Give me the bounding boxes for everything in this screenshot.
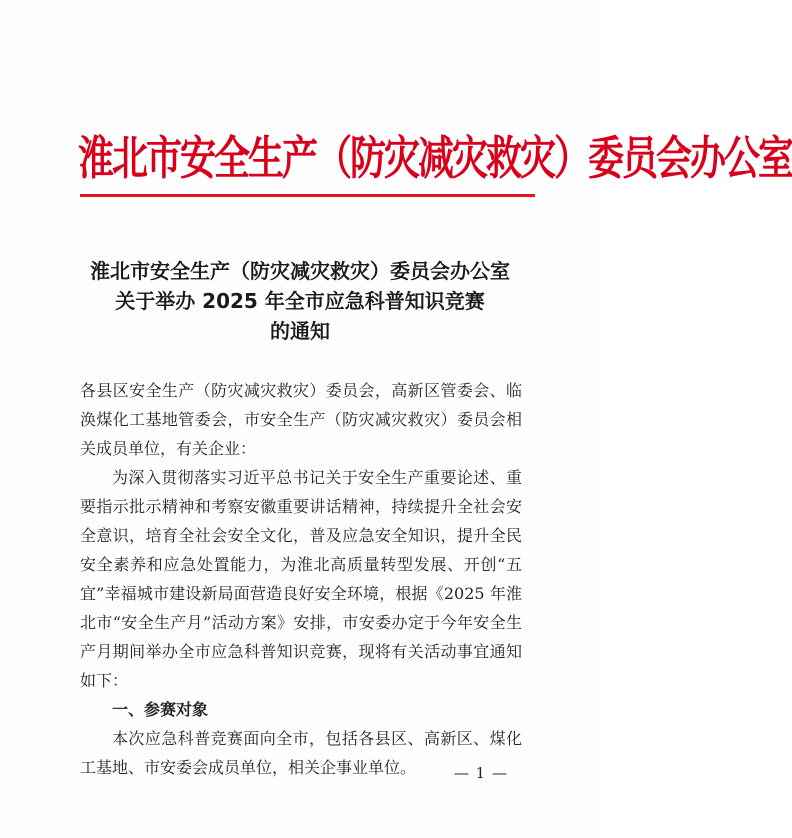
title-line-2: 关于举办 2025 年全市应急科普知识竞赛 (115, 289, 485, 313)
red-letterhead: 淮北市安全生产（防灾减灾救灾）委员会办公室 (78, 131, 792, 186)
section-paragraph: 本次应急科普竞赛面向全市，包括各县区、高新区、煤化工基地、市安委会成员单位，相关企事业单位。 (80, 729, 522, 777)
document-body (80, 376, 522, 782)
section-heading: 一、参赛对象 (112, 700, 209, 719)
document-title (60, 256, 540, 346)
title-line-3: 的通知 (270, 319, 330, 343)
intro-paragraph: 为深入贯彻落实习近平总书记关于安全生产重要论述、重要指示批示精神和考察安徽重要讲话精神，持续提升全社会安全意识，培育全社会安全文化，普及应急安全知识，提升全民安全素养和应急处置能力，为淮北高质量转型发展、开创“五宜”幸福城市建设新局面营造良好安全环境，根据《2025 年淮北市“安全生产月”活动方案》安排，市安委办定于今年安全生产月期间举办全市应急科普知识竞赛，现将有关活动事宜通知如下： (80, 468, 522, 690)
red-divider-line (80, 194, 535, 197)
title-line-1: 淮北市安全生产（防灾减灾救灾）委员会办公室 (90, 259, 510, 283)
salutation: 各县区安全生产（防灾减灾救灾）委员会，高新区管委会、临涣煤化工基地管委会，市安全生产（防灾减灾救灾）委员会相关成员单位，有关企业： (80, 381, 522, 458)
page-number: — 1 — (453, 764, 508, 782)
